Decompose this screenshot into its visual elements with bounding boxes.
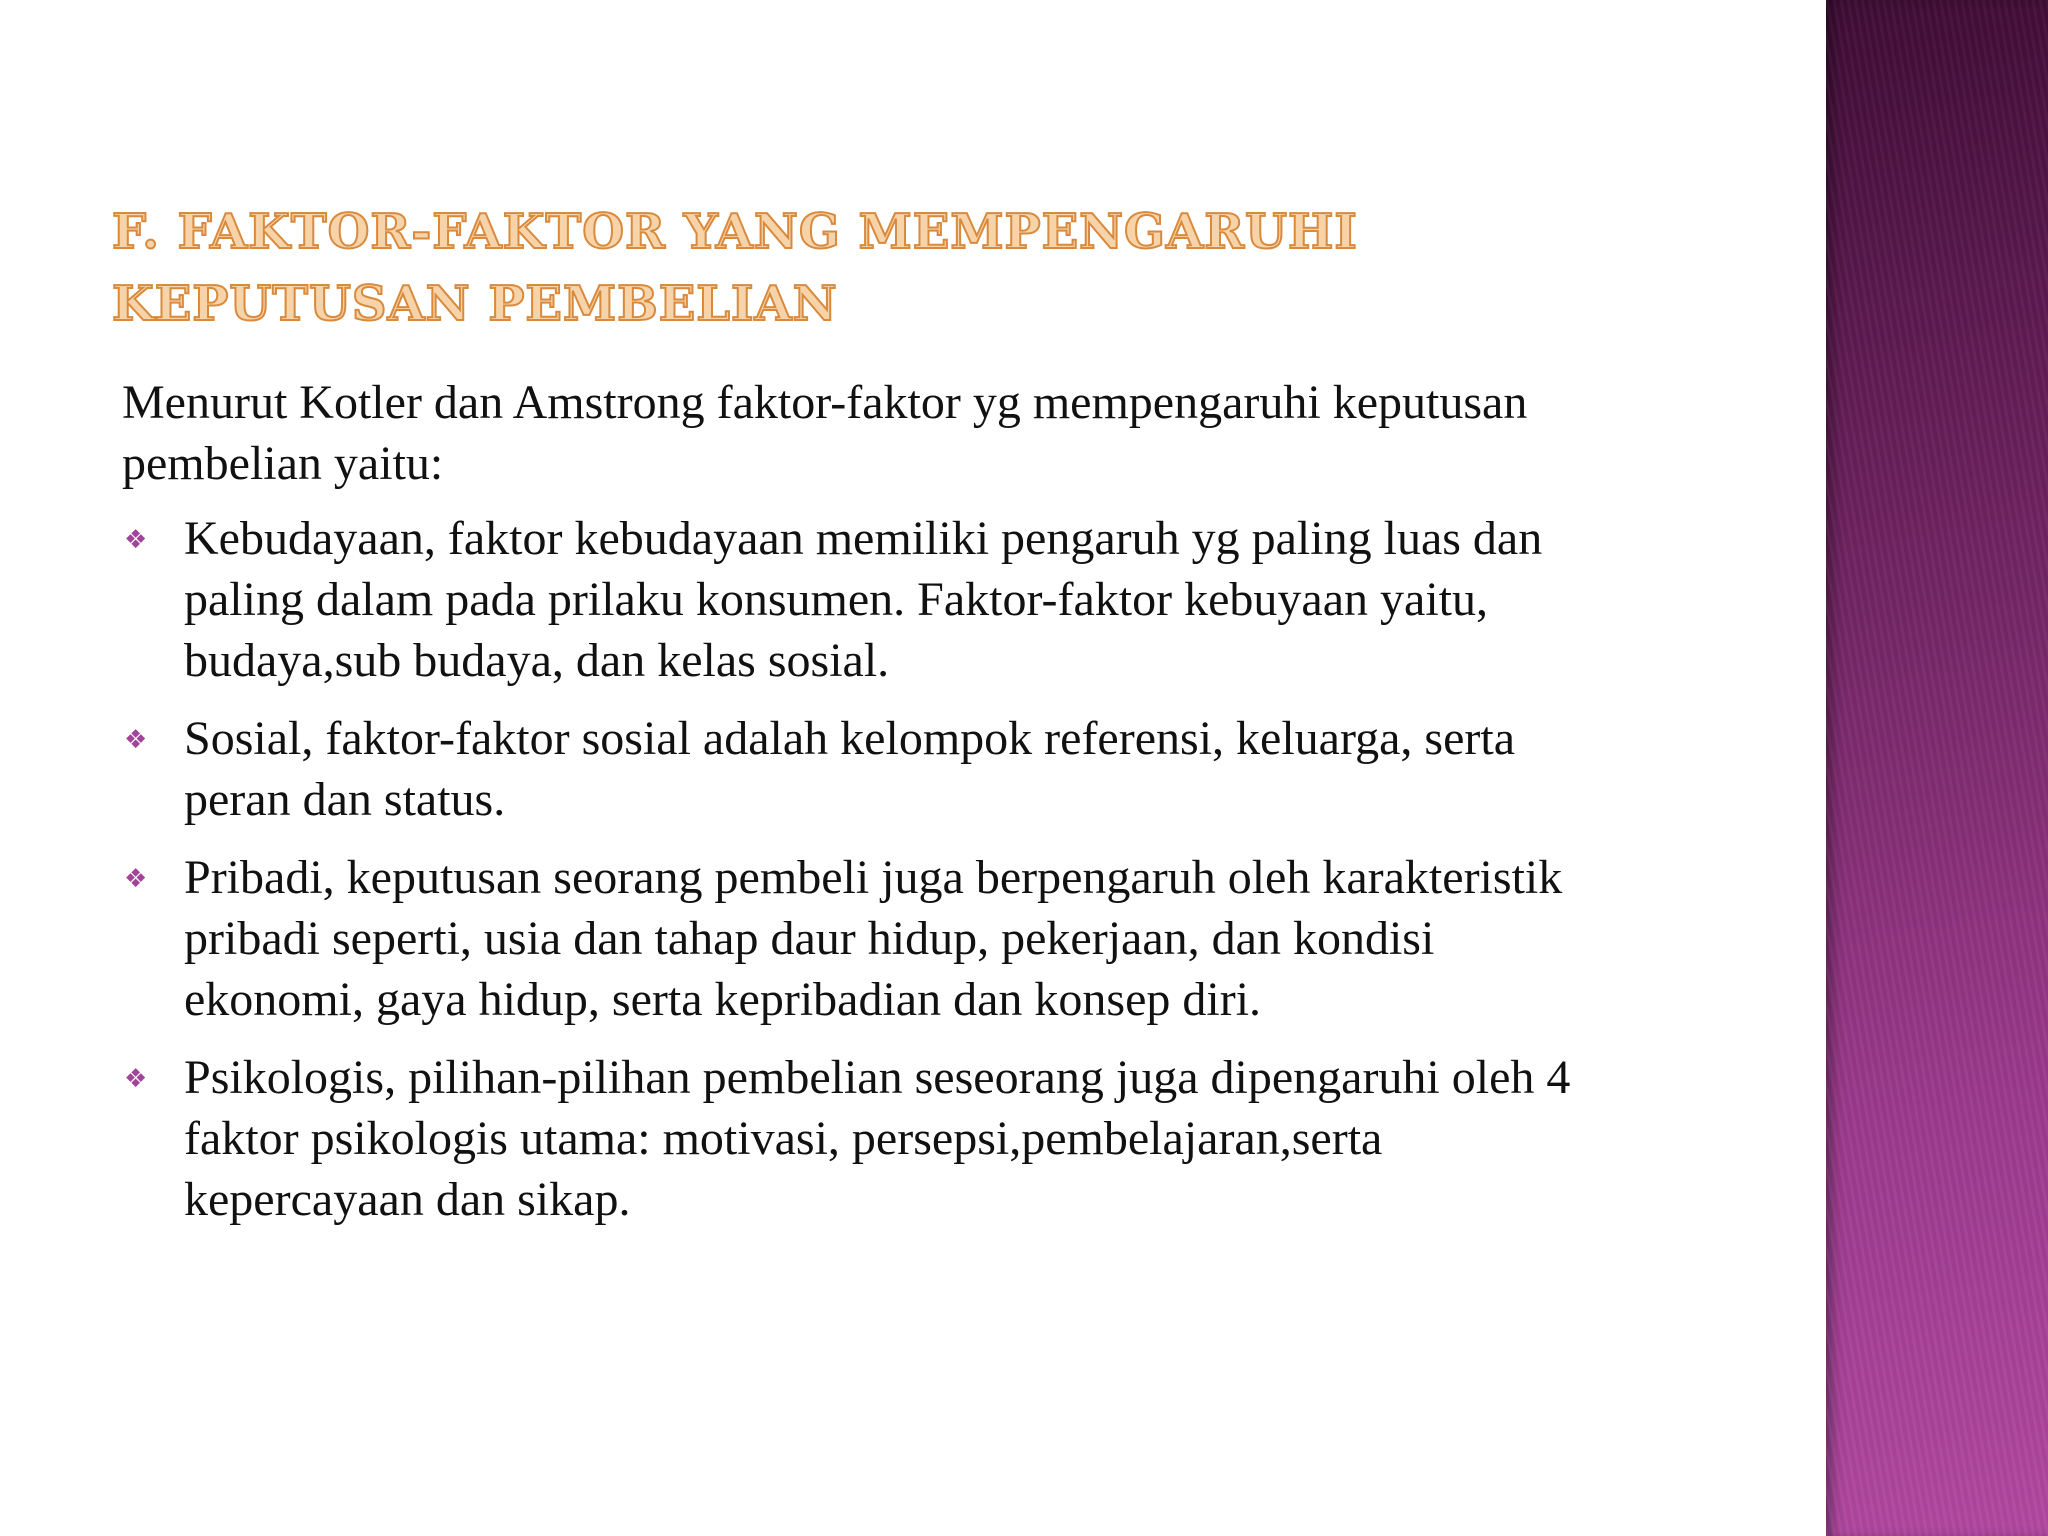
bullet-line: faktor psikologis utama: motivasi, persepsi,pembelajaran,serta (184, 1112, 1383, 1165)
title-line-2: KEPUTUSAN PEMBELIAN (112, 276, 838, 332)
bullet-line: peran dan status. (184, 773, 506, 826)
slide-title (112, 196, 1432, 340)
bullet-item-psikologis (122, 1047, 1682, 1230)
intro-line-1: Menurut Kotler dan Amstrong faktor-faktor yg mempengaruhi keputusan (122, 376, 1528, 429)
diamond-bullet-icon: ❖ (124, 725, 148, 755)
diamond-bullet-icon: ❖ (124, 864, 148, 894)
diamond-bullet-icon: ❖ (124, 1064, 148, 1094)
bullet-line: Sosial, faktor-faktor sosial adalah kelompok referensi, keluarga, serta (184, 712, 1516, 765)
intro-line-2: pembelian yaitu: (122, 437, 444, 490)
bullet-line: paling dalam pada prilaku konsumen. Faktor-faktor kebuyaan yaitu, (184, 573, 1488, 626)
intro-paragraph (122, 372, 1682, 494)
bullet-list (122, 508, 1682, 1230)
bullet-line: Psikologis, pilihan-pilihan pembelian seseorang juga dipengaruhi oleh 4 (184, 1051, 1571, 1104)
decorative-side-band (1826, 0, 2048, 1536)
bullet-line: Pribadi, keputusan seorang pembeli juga berpengaruh oleh karakteristik (184, 851, 1563, 904)
diamond-bullet-icon: ❖ (124, 525, 148, 555)
bullet-line: ekonomi, gaya hidup, serta kepribadian dan konsep diri. (184, 973, 1262, 1026)
bullet-line: kepercayaan dan sikap. (184, 1173, 631, 1226)
title-line-1: F. FAKTOR-FAKTOR YANG MEMPENGARUHI (112, 204, 1358, 260)
bullet-item-pribadi (122, 847, 1682, 1030)
bullet-item-sosial (122, 708, 1682, 830)
bullet-line: Kebudayaan, faktor kebudayaan memiliki pengaruh yg paling luas dan (184, 512, 1543, 565)
bullet-line: pribadi seperti, usia dan tahap daur hidup, pekerjaan, dan kondisi (184, 912, 1435, 965)
bullet-item-kebudayaan (122, 508, 1682, 691)
bullet-line: budaya,sub budaya, dan kelas sosial. (184, 634, 890, 687)
slide-content (122, 372, 1682, 1247)
